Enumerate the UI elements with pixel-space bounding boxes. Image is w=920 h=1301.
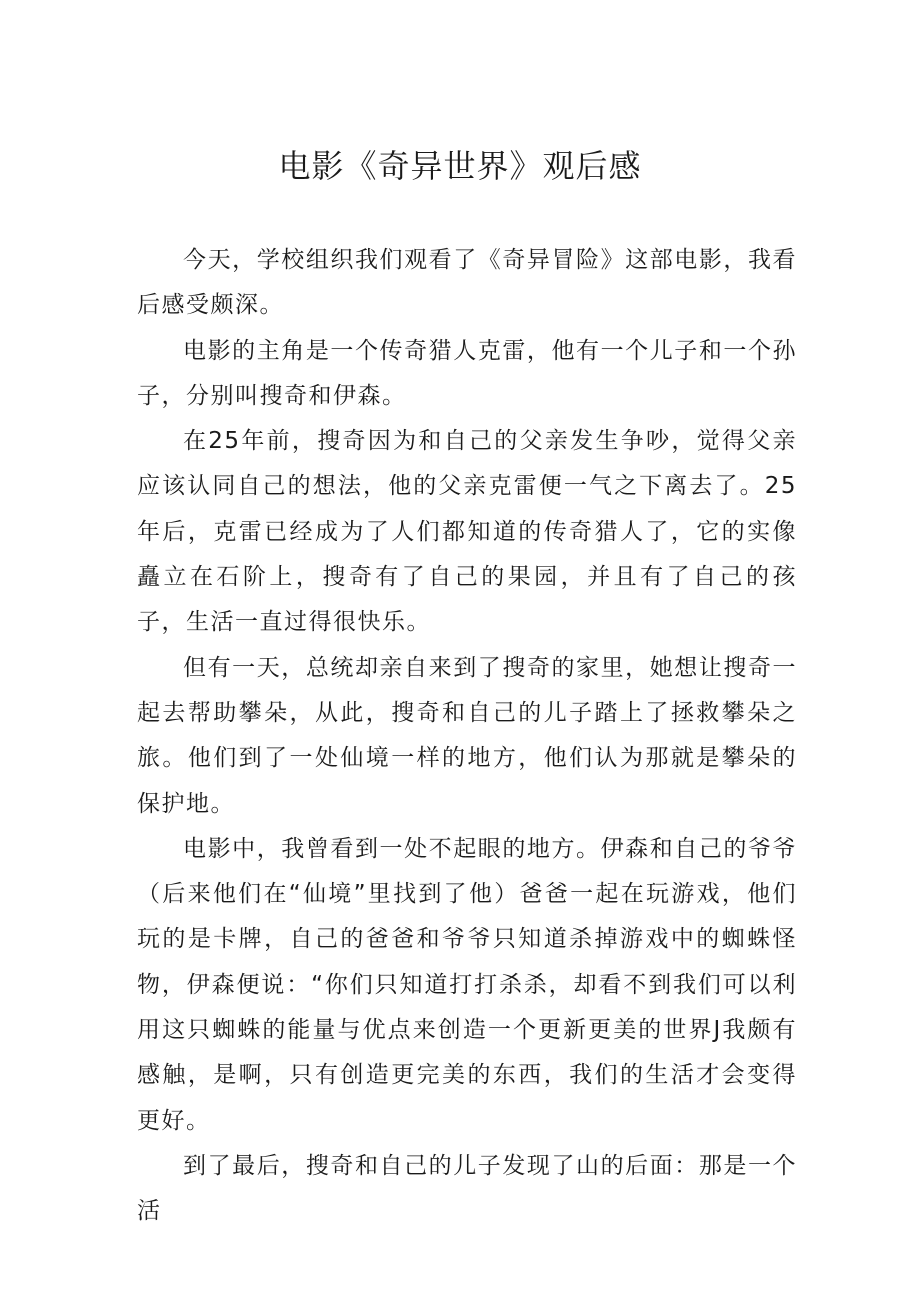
document-body (137, 238, 797, 1235)
paragraph-6: 到了最后，搜奇和自己的儿子发现了山的后面：那是一个活 (137, 1152, 797, 1225)
paragraph-1: 今天，学校组织我们观看了《奇异冒险》这部电影，我看后感受颇深。 (137, 247, 797, 319)
paragraph-3: 在25年前，搜奇因为和自己的父亲发生争吵，觉得父亲应该认同自己的想法，他的父亲克雷便一气之下离去了。25年后，克雷已经成为了人们都知道的传奇猎人了，它的实像矗立在石阶上，搜奇有了自己的果园，并且有了自己的孩子，生活一直过得很快乐。 (137, 428, 797, 636)
document-title: 电影《奇异世界》观后感 (278, 147, 642, 185)
paragraph-5: 电影中，我曾看到一处不起眼的地方。伊森和自己的爷爷（后来他们在“仙境”里找到了他）爸爸一起在玩游戏，他们玩的是卡牌，自己的爸爸和爷爷只知道杀掉游戏中的蜘蛛怪物，伊森便说：“你们只知道打打杀杀，却看不到我们可以利用这只蜘蛛的能量与优点来创造一个更新更美的世界J我颇有感触，是啊，只有创造更完美的东西，我们的生活才会变得更好。 (137, 835, 797, 1134)
paragraph-4: 但有一天，总统却亲自来到了搜奇的家里，她想让搜奇一起去帮助攀朵，从此，搜奇和自己的儿子踏上了拯救攀朵之旅。他们到了一处仙境一样的地方，他们认为那就是攀朵的保护地。 (137, 654, 797, 817)
paragraph-2: 电影的主角是一个传奇猎人克雷，他有一个儿子和一个孙子，分别叫搜奇和伊森。 (137, 337, 797, 409)
